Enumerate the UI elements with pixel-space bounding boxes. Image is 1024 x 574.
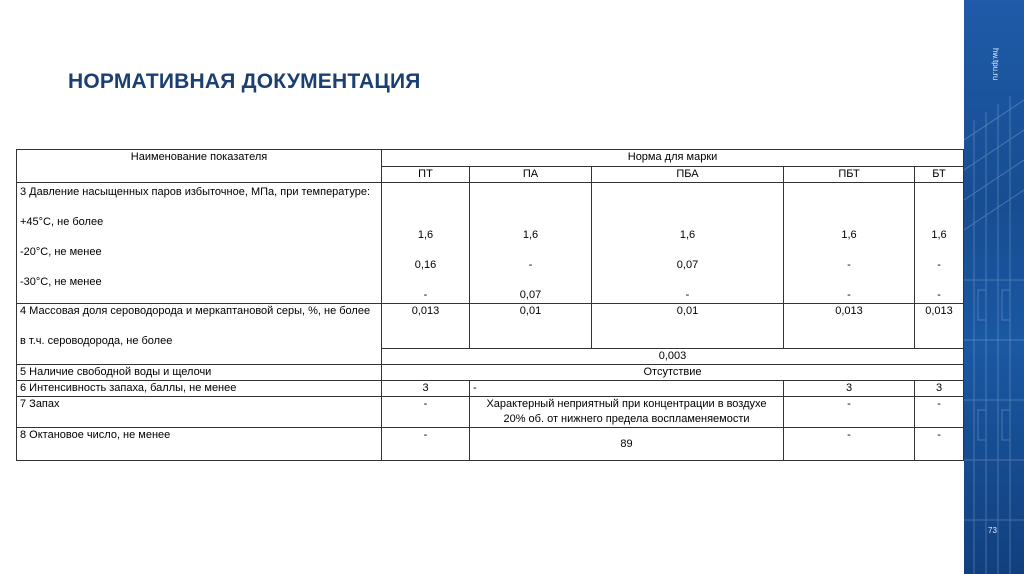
- row4-sub-value: 0,003: [382, 349, 964, 365]
- row3-cell: [17, 183, 382, 304]
- row3-sub3-pbt: -: [847, 289, 851, 301]
- row3-label: 3 Давление насыщенных паров избыточное, МПа, при температуре:: [20, 186, 371, 198]
- row3-bt-cell: [915, 183, 964, 304]
- row7-pa-pba-line2: 20% об. от нижнего предела воспламеняемости: [503, 413, 750, 425]
- table-row: [17, 304, 964, 349]
- indicator-name-header: Наименование показателя: [17, 150, 382, 183]
- row5-label: 5 Наличие свободной воды и щелочи: [17, 365, 382, 381]
- row3-sub3-pa: 0,07: [519, 289, 542, 301]
- row7-pbt: -: [784, 397, 915, 428]
- brand-norm-header: Норма для марки: [382, 150, 964, 167]
- row3-sub2-bt: -: [937, 259, 941, 271]
- norms-table: [16, 149, 964, 461]
- row4-pbt: 0,013: [784, 304, 915, 349]
- row4-sub-label: в т.ч. сероводорода, не более: [20, 335, 173, 347]
- row4-pt: 0,013: [382, 304, 470, 349]
- row4-pba: 0,01: [592, 304, 784, 349]
- row6-bt: 3: [915, 381, 964, 397]
- slide-title: НОРМАТИВНАЯ ДОКУМЕНТАЦИЯ: [68, 70, 421, 93]
- row8-pbt: -: [784, 428, 915, 461]
- table-row: [17, 365, 964, 381]
- table-header-row: [17, 150, 964, 167]
- building-illustration-icon: [964, 80, 1024, 574]
- row3-sub1-pba: 1,6: [679, 229, 696, 241]
- row7-bt: -: [915, 397, 964, 428]
- row3-sub3-label: -30°С, не менее: [20, 276, 102, 288]
- row3-sub2-pbt: -: [847, 259, 851, 271]
- row3-sub3-bt: -: [937, 289, 941, 301]
- side-band: [964, 0, 1024, 574]
- row6-pt: 3: [382, 381, 470, 397]
- table-row: [17, 397, 964, 428]
- brand-header-pba: ПБА: [592, 167, 784, 183]
- row3-pba-cell: [592, 183, 784, 304]
- row8-pt: -: [382, 428, 470, 461]
- row3-pbt-cell: [784, 183, 915, 304]
- row4-cell: [17, 304, 382, 365]
- row3-pt-cell: [382, 183, 470, 304]
- table-row: [17, 428, 964, 461]
- brand-header-pt: ПТ: [382, 167, 470, 183]
- row4-pa: 0,01: [470, 304, 592, 349]
- brand-header-pa: ПА: [470, 167, 592, 183]
- row3-sub3-pba: -: [685, 289, 690, 301]
- row7-label: 7 Запах: [17, 397, 382, 428]
- row7-pa-pba-line1: Характерный неприятный при концентрации в воздухе: [486, 398, 767, 410]
- row3-pa-cell: [470, 183, 592, 304]
- row6-label: 6 Интенсивность запаха, баллы, не менее: [17, 381, 382, 397]
- row3-sub2-pt: 0,16: [414, 259, 437, 271]
- row7-pt: -: [382, 397, 470, 428]
- site-url: hw.tpu.ru: [991, 48, 1000, 81]
- row4-bt: 0,013: [915, 304, 964, 349]
- row3-sub2-pba: 0,07: [676, 259, 699, 271]
- row3-sub2-label: -20°С, не менее: [20, 246, 102, 258]
- row8-label: 8 Октановое число, не менее: [17, 428, 382, 461]
- table-row: [17, 183, 964, 304]
- row3-sub1-pbt: 1,6: [841, 229, 857, 241]
- row8-pa-pba: 89: [470, 428, 784, 461]
- row3-sub1-pa: 1,6: [522, 229, 539, 241]
- row3-sub2-pa: -: [528, 259, 533, 271]
- row5-value: Отсутствие: [382, 365, 964, 381]
- page-number: 73: [988, 526, 997, 535]
- brand-header-bt: БТ: [915, 167, 964, 183]
- row3-sub1-label: +45°С, не более: [20, 216, 104, 228]
- row6-pbt: 3: [784, 381, 915, 397]
- row3-sub3-pt: -: [423, 289, 428, 301]
- row3-sub1-bt: 1,6: [931, 229, 947, 241]
- table-row: [17, 381, 964, 397]
- row7-pa-pba-cell: [470, 397, 784, 428]
- row6-pa-pba: -: [470, 381, 784, 397]
- row4-label: 4 Массовая доля сероводорода и меркаптановой серы, %, не более: [20, 305, 371, 317]
- brand-header-pbt: ПБТ: [784, 167, 915, 183]
- row8-bt: -: [915, 428, 964, 461]
- row3-sub1-pt: 1,6: [417, 229, 434, 241]
